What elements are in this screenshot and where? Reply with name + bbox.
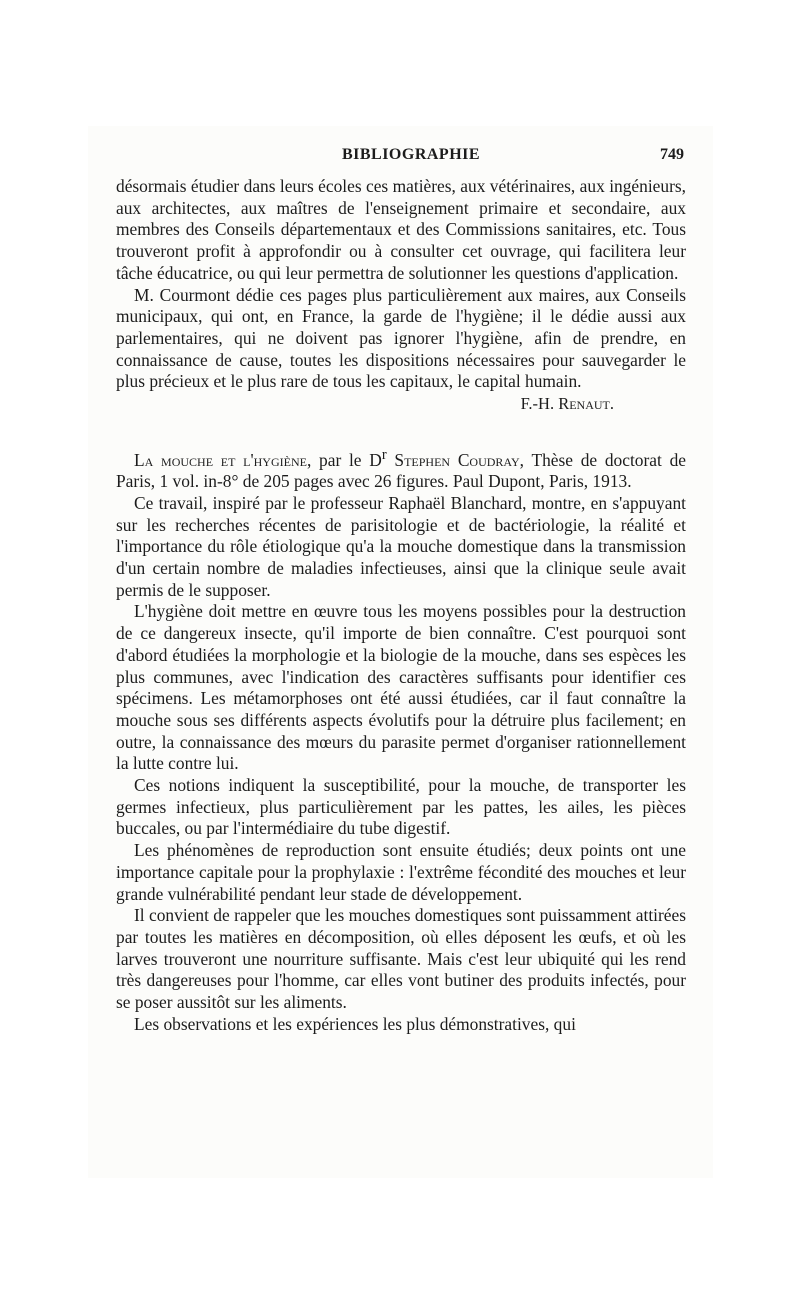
- signature-initials: F.-H.: [520, 394, 555, 414]
- text-column: [116, 176, 686, 1036]
- review2-paragraph-2: L'hygiène doit mettre en œuvre tous les moyens possibles pour la destruction de ce dangereux insecte, qu'il importe de bien connaître. C'est pourquoi sont d'abord étudiées la morphologie et la biologie de la mouche, dans ses espèces les plus communes, avec l'indication des caractères suffisants pour identifier ces spécimens. Les métamorphoses ont été aussi étudiées, car il faut connaître la mouche sous ses différents aspects évolutifs pour la détruire plus facilement; en outre, la connaissance des mœurs du parasite permet d'organiser rationnellement la lutte contre lui.: [116, 601, 686, 774]
- signature-name: Renaut.: [558, 394, 614, 414]
- review2-paragraph-5: Il convient de rappeler que les mouches domestiques sont puissamment attirées par toutes les matières en décomposition, où elles déposent les œufs, et où les larves trouveront une nourriture suffisante. Mais c'est leur ubiquité qui les rend très dangereuses pour l'homme, car elles vont butiner des produits infectés, pour se poser aussitôt sur les aliments.: [116, 905, 686, 1013]
- doctor-superscript: r: [381, 446, 387, 463]
- book-details: , Thèse de doctorat de Paris, 1 vol. in-8° de 205 pages avec 26 figures. Paul Dupont, Paris, 1913.: [116, 449, 686, 492]
- review2-paragraph-4: Les phénomènes de reproduction sont ensuite étudiés; deux points ont une importance capitale pour la prophylaxie : l'extrême fécondité des mouches et leur grande vulnérabilité pendant leur stade de développement.: [116, 840, 686, 904]
- review2-paragraph-3: Ces notions indiquent la susceptibilité, pour la mouche, de transporter les germes infectieux, plus particulièrement par les pattes, les ailes, les pièces buccales, ou par l'intermédiaire du tube digestif.: [116, 775, 686, 839]
- review2-paragraph-6: Les observations et les expériences les plus démonstratives, qui: [134, 1013, 576, 1034]
- review2-heading: [116, 445, 686, 493]
- book-author: Stephen Coudray: [394, 449, 520, 470]
- section-gap: [116, 415, 686, 445]
- book-by: , par le D: [306, 449, 382, 470]
- book-title: La mouche et l'hygiène: [134, 449, 307, 470]
- review1-paragraph-2: M. Courmont dédie ces pages plus particulièrement aux maires, aux Conseils municipaux, qui ont, en France, la garde de l'hygiène; il le dédie aussi aux parlementaires, qui ne doivent pas ignorer l'hygiène, afin de prendre, en connaissance de cause, toutes les dispositions nécessaires pour sauvegarder le plus précieux et le plus rare de tous les capitaux, le capital humain.: [116, 284, 686, 392]
- review2-paragraph-1: Ce travail, inspiré par le professeur Raphaël Blanchard, montre, en s'appuyant sur les recherches récentes de parisitologie et de bactériologie, la réalité et l'importance du rôle étiologique qu'a la mouche domestique dans la transmission d'un certain nombre de maladies infectieuses, ainsi que la clinique seule avait permis de le supposer.: [116, 492, 686, 600]
- review1-paragraph-1: désormais étudier dans leurs écoles ces matières, aux vétérinaires, aux ingénieurs, aux architectes, aux maîtres de l'enseignement primaire et secondaire, aux membres des Conseils départementaux et des Commissions sanitaires, etc. Tous trouveront profit à approfondir ou à consulter cet ouvrage, qui facilitera leur tâche éducatrice, ou qui leur permettra de solutionner les questions d'application.: [116, 176, 686, 283]
- page-number: 749: [660, 146, 684, 163]
- page-header: [118, 146, 684, 166]
- review1-signature: [116, 393, 686, 415]
- running-head: BIBLIOGRAPHIE: [341, 146, 481, 163]
